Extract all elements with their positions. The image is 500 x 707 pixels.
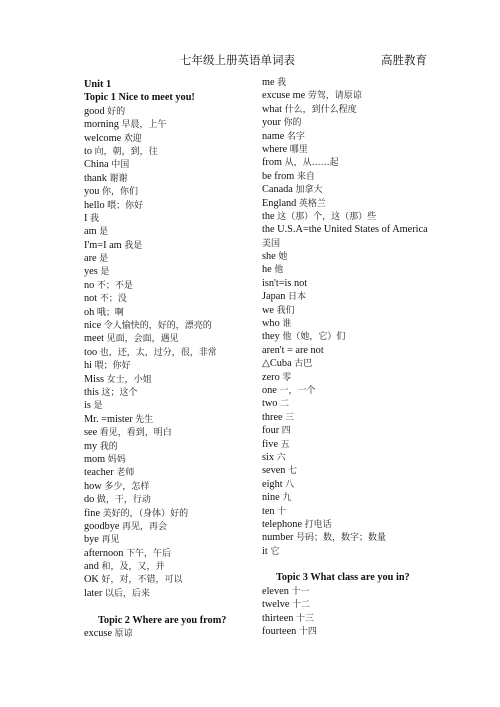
vocab-entry — [262, 304, 462, 317]
vocab-entry — [84, 547, 259, 560]
english-word: four — [262, 425, 280, 437]
vocab-entry — [84, 306, 259, 319]
vocab-entry — [84, 627, 259, 640]
vocab-entry — [84, 386, 259, 399]
chinese-meaning: 名字 — [286, 131, 305, 142]
chinese-meaning: 令人愉快的，好的，漂亮的 — [103, 321, 212, 332]
chinese-meaning: 向，朝，到，往 — [94, 146, 158, 157]
english-word: hi — [84, 360, 93, 372]
vocab-entry — [84, 533, 259, 546]
vocab-entry — [262, 76, 462, 89]
vocab-entry — [262, 518, 462, 531]
vocab-entry — [262, 371, 462, 384]
chinese-meaning: 女士，小姐 — [106, 374, 152, 385]
english-word: zero — [262, 371, 280, 383]
chinese-meaning: 好，对，不错，可以 — [101, 575, 183, 586]
english-word: seven — [262, 465, 286, 477]
english-word: eight — [262, 478, 283, 490]
vocab-entry — [262, 143, 462, 156]
chinese-meaning: 一，一个 — [279, 385, 316, 396]
english-word: mom — [84, 453, 106, 465]
english-word: she — [262, 251, 276, 263]
chinese-meaning: 老师 — [116, 468, 135, 479]
english-word: he — [262, 264, 272, 276]
english-word: fine — [84, 507, 101, 519]
english-word: England — [262, 197, 297, 209]
vocab-entry — [84, 440, 259, 453]
english-word: you — [84, 186, 100, 198]
chinese-meaning: 妈妈 — [107, 454, 126, 465]
english-word: how — [84, 480, 102, 492]
english-word: six — [262, 451, 275, 463]
vocab-entry — [84, 319, 259, 332]
chinese-meaning: 二 — [280, 399, 290, 410]
chinese-meaning: 我们 — [276, 305, 295, 316]
vocab-entry — [262, 103, 462, 116]
english-word: me — [262, 77, 275, 88]
vocab-entry — [84, 507, 259, 520]
chinese-meaning: 她 — [278, 252, 288, 263]
chinese-meaning: 什么，到什么程度 — [284, 104, 357, 115]
chinese-meaning: 我 — [277, 78, 287, 88]
english-word: one — [262, 384, 277, 396]
vocab-entry — [84, 158, 259, 171]
vocab-entry — [262, 625, 462, 638]
vocab-entry — [84, 359, 259, 372]
english-word: five — [262, 438, 279, 450]
chinese-meaning: 谁 — [282, 319, 292, 330]
right-vocab-column — [262, 76, 462, 638]
english-word: oh — [84, 306, 95, 318]
vocab-entry — [84, 239, 259, 252]
chinese-meaning: 他（她，它）们 — [282, 332, 346, 343]
english-word: no — [84, 279, 95, 291]
chinese-meaning: 我的 — [99, 441, 118, 452]
left-vocab-column — [84, 78, 259, 640]
english-word: name — [262, 130, 285, 142]
vocab-entry — [84, 573, 259, 586]
vocab-entry — [84, 292, 259, 305]
chinese-meaning: 它 — [270, 546, 280, 557]
vocab-entry — [84, 225, 259, 238]
english-word: Mr. =mister — [84, 413, 133, 425]
chinese-meaning: 下午，午后 — [126, 548, 172, 559]
english-word: see — [84, 427, 98, 439]
vocab-entry — [262, 545, 462, 558]
english-word: fourteen — [262, 626, 297, 638]
chinese-meaning: 喂；你好 — [94, 361, 131, 372]
chinese-meaning: 你，你们 — [102, 187, 139, 198]
vocab-entry — [262, 223, 462, 236]
vocab-entry — [262, 598, 462, 611]
english-word: your — [262, 117, 281, 129]
topic-heading: Topic 2 Where are you from? — [98, 614, 227, 626]
vocab-entry — [262, 397, 462, 410]
english-word: bye — [84, 534, 99, 546]
vocab-entry — [262, 250, 462, 263]
vocab-entry — [84, 332, 259, 345]
vocab-entry — [262, 89, 462, 102]
english-word: nice — [84, 320, 102, 332]
english-word: do — [84, 494, 95, 506]
english-word: Japan — [262, 291, 286, 303]
english-word: Miss — [84, 373, 105, 385]
chinese-meaning: 九 — [282, 493, 292, 504]
vocab-entry — [262, 424, 462, 437]
chinese-meaning: 八 — [285, 479, 295, 490]
english-word: not — [84, 293, 98, 305]
vocab-entry — [84, 105, 259, 118]
vocab-entry — [84, 587, 259, 600]
chinese-meaning: 古巴 — [294, 359, 313, 370]
english-word: △Cuba — [262, 358, 292, 370]
chinese-meaning: 再见 — [101, 535, 120, 546]
chinese-meaning: 是 — [100, 267, 110, 278]
chinese-meaning: 看见，看到，明白 — [99, 428, 172, 439]
chinese-meaning: 这；这个 — [101, 387, 138, 398]
chinese-meaning: 原谅 — [114, 629, 133, 640]
vocab-entry — [84, 172, 259, 185]
english-word: eleven — [262, 585, 289, 597]
vocab-entry — [262, 585, 462, 598]
english-word: where — [262, 143, 288, 155]
vocab-entry — [262, 612, 462, 625]
vocab-entry — [262, 130, 462, 143]
english-word: I'm=I am — [84, 239, 122, 251]
english-word: thirteen — [262, 612, 294, 624]
brand-name: 高胜教育 — [381, 53, 427, 67]
vocab-entry — [84, 265, 259, 278]
chinese-meaning: 零 — [282, 372, 292, 383]
english-word: excuse me — [262, 90, 306, 102]
vocab-entry — [262, 156, 462, 169]
unit-heading: Unit 1 — [84, 79, 112, 90]
english-word: later — [84, 587, 103, 599]
vocab-entry — [84, 453, 259, 466]
chinese-meaning: 打电话 — [304, 519, 332, 530]
chinese-meaning: 也，还，太，过分，很，非常 — [99, 347, 217, 358]
chinese-meaning: 他 — [274, 265, 284, 276]
english-word: China — [84, 159, 109, 171]
english-word: from — [262, 157, 283, 169]
chinese-meaning: 十二 — [292, 600, 311, 611]
chinese-meaning: 是 — [99, 227, 109, 238]
chinese-meaning: 这（那）个，这（那）些 — [277, 211, 377, 222]
vocab-entry — [84, 413, 259, 426]
chinese-meaning: 我 — [90, 213, 100, 224]
chinese-meaning: 不；不是 — [96, 280, 133, 291]
english-word: Canada — [262, 184, 293, 196]
chinese-meaning: 六 — [276, 452, 286, 463]
spacer — [262, 558, 462, 571]
english-word: three — [262, 411, 283, 423]
english-word: two — [262, 398, 278, 410]
chinese-meaning: 先生 — [135, 414, 154, 425]
chinese-meaning: 做，干，行动 — [96, 495, 151, 506]
english-word: good — [84, 105, 105, 117]
english-word: excuse — [84, 628, 113, 640]
vocab-entry — [262, 464, 462, 477]
chinese-meaning: 美好的，（身体）好的 — [102, 508, 189, 519]
chinese-meaning: 是 — [99, 254, 109, 265]
vocab-entry — [262, 263, 462, 276]
english-word: afternoon — [84, 547, 124, 559]
topic-heading: Topic 1 Nice to meet you! — [84, 92, 195, 104]
vocab-entry — [84, 373, 259, 386]
english-word: OK — [84, 574, 99, 586]
chinese-meaning: 劳驾，请原谅 — [307, 91, 362, 102]
vocab-entry — [84, 212, 259, 225]
vocab-entry — [262, 438, 462, 451]
english-word: to — [84, 145, 93, 157]
chinese-meaning: 欢迎 — [123, 133, 142, 144]
chinese-meaning: 美国 — [262, 238, 281, 249]
vocab-entry — [262, 210, 462, 223]
vocab-entry — [262, 330, 462, 343]
english-word: morning — [84, 119, 119, 131]
english-word: thank — [84, 172, 107, 184]
vocab-entry — [262, 478, 462, 491]
chinese-meaning: 十 — [277, 506, 287, 517]
english-word: the U.S.A=the United States of America — [262, 224, 428, 236]
vocab-entry — [262, 531, 462, 544]
vocab-entry — [84, 199, 259, 212]
english-word: goodbye — [84, 520, 120, 532]
vocab-entry — [262, 411, 462, 424]
chinese-meaning: 多少，怎样 — [104, 481, 150, 492]
english-word: is — [84, 400, 91, 412]
chinese-meaning: 你的 — [283, 118, 302, 129]
english-word: number — [262, 532, 294, 544]
vocab-entry — [84, 399, 259, 412]
vocab-entry — [84, 252, 259, 265]
english-word: what — [262, 103, 283, 115]
english-word: welcome — [84, 132, 122, 144]
vocab-entry — [262, 183, 462, 196]
english-word: my — [84, 440, 98, 452]
chinese-meaning: 哦；啊 — [96, 307, 124, 318]
vocab-entry — [262, 505, 462, 518]
chinese-meaning: 英格兰 — [298, 198, 326, 209]
english-word: am — [84, 226, 97, 238]
chinese-meaning: 七 — [288, 466, 298, 477]
chinese-meaning: 加拿大 — [295, 185, 323, 196]
chinese-meaning: 早晨，上午 — [121, 120, 167, 131]
chinese-meaning: 见面，会面，遇见 — [106, 334, 179, 345]
english-word: too — [84, 346, 98, 358]
chinese-meaning: 四 — [281, 426, 291, 437]
english-word: it — [262, 545, 268, 557]
vocab-entry — [84, 480, 259, 493]
chinese-meaning: 喂；你好 — [107, 200, 144, 211]
vocab-entry — [262, 116, 462, 129]
english-word: the — [262, 210, 275, 222]
vocab-entry — [262, 357, 462, 370]
chinese-meaning: 来自 — [296, 171, 315, 182]
chinese-meaning: 十一 — [291, 586, 310, 597]
chinese-meaning: 再见，再会 — [122, 521, 168, 532]
chinese-meaning: 日本 — [288, 292, 307, 303]
chinese-meaning: 和，及，又，并 — [101, 562, 165, 573]
english-word: isn't=is not — [262, 277, 308, 289]
page-header — [0, 52, 500, 68]
chinese-meaning: 五 — [280, 439, 290, 450]
english-word: be from — [262, 170, 295, 182]
chinese-meaning: 号码；数，数字；数量 — [296, 533, 387, 544]
chinese-meaning: 十四 — [298, 627, 317, 638]
english-word: telephone — [262, 518, 303, 530]
chinese-meaning: 是 — [93, 401, 103, 412]
vocab-entry — [84, 493, 259, 506]
topic-heading: Topic 3 What class are you in? — [276, 572, 410, 584]
spacer — [84, 600, 259, 613]
vocab-entry — [84, 145, 259, 158]
chinese-meaning: 十三 — [296, 613, 315, 624]
vocab-entry — [84, 185, 259, 198]
english-word: ten — [262, 505, 275, 517]
english-word: twelve — [262, 599, 290, 611]
english-word: teacher — [84, 467, 114, 479]
english-word: I — [84, 212, 88, 224]
chinese-meaning: 好的 — [107, 106, 126, 117]
vocab-entry — [262, 317, 462, 330]
english-word: nine — [262, 492, 280, 504]
vocab-entry — [262, 290, 462, 303]
vocab-entry — [262, 237, 462, 250]
vocab-entry — [84, 118, 259, 131]
english-word: are — [84, 253, 97, 265]
chinese-meaning: 三 — [285, 412, 295, 423]
english-word: yes — [84, 266, 98, 278]
vocab-entry — [84, 132, 259, 145]
chinese-meaning: 以后，后来 — [104, 588, 150, 599]
vocab-entry — [262, 170, 462, 183]
chinese-meaning: 哪里 — [289, 144, 308, 155]
english-word: they — [262, 331, 280, 343]
english-word: aren't = are not — [262, 344, 324, 356]
chinese-meaning: 从，从……起 — [284, 158, 339, 169]
chinese-meaning: 中国 — [111, 160, 130, 171]
english-word: hello — [84, 199, 105, 211]
chinese-meaning: 谢谢 — [109, 173, 128, 184]
vocab-entry — [262, 277, 462, 290]
vocab-entry — [84, 279, 259, 292]
chinese-meaning: 不；没 — [99, 294, 127, 305]
vocab-entry — [84, 520, 259, 533]
vocab-entry — [84, 426, 259, 439]
vocab-entry — [84, 346, 259, 359]
english-word: who — [262, 318, 280, 330]
vocab-entry — [262, 491, 462, 504]
english-word: meet — [84, 333, 105, 345]
english-word: and — [84, 561, 99, 573]
vocab-entry — [262, 344, 462, 357]
english-word: we — [262, 304, 275, 316]
vocab-entry — [84, 466, 259, 479]
english-word: this — [84, 386, 99, 398]
vocab-entry — [262, 384, 462, 397]
document-title: 七年级上册英语单词表 — [180, 53, 295, 67]
chinese-meaning: 我是 — [124, 240, 143, 251]
vocab-entry — [262, 451, 462, 464]
vocab-entry — [262, 197, 462, 210]
vocab-entry — [84, 560, 259, 573]
